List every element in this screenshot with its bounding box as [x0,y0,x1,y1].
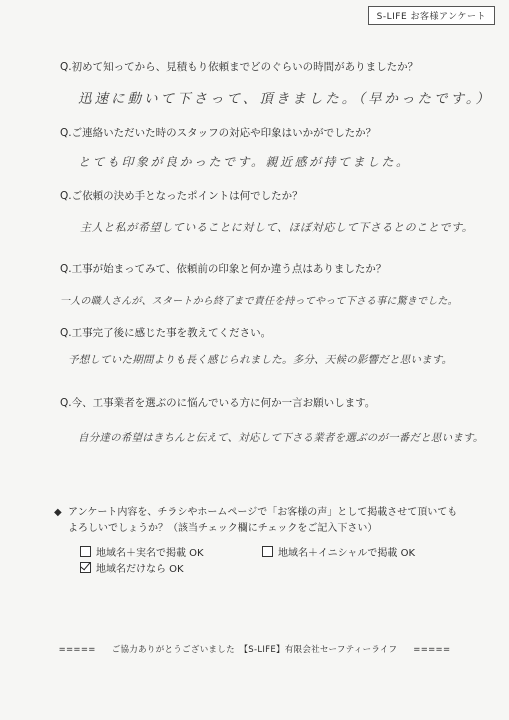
checked-checkbox-icon[interactable] [80,562,91,573]
question-text: Q.初めて知ってから、見積もり依頼までどのぐらいの時間がありましたか？ [60,61,419,73]
option-region-only[interactable] [80,562,184,577]
question-block-2 [60,126,490,169]
question-block-6 [60,396,490,444]
option-label: 地域名だけなら OK [96,564,184,575]
question-text: Q.工事が始まってみて、依頼前の印象と何か違う点はありましたか？ [60,263,387,275]
notice-line-2: よろしいでしょうか？（該当チェック欄にチェックをご記入下さい） [68,523,378,534]
footer-separator-left: ===== [58,645,96,655]
checkbox-icon[interactable] [262,546,273,557]
handwritten-answer: 迅速に動いて下さって、頂きました。（早かったです。） [78,91,493,107]
footer-text: ご協力ありがとうございました 【S-LIFE】有限会社セーフティーライフ [111,645,398,655]
publication-notice [54,505,457,537]
option-label: 地域名＋実名で掲載 OK [96,548,204,559]
checkbox-icon[interactable] [80,546,91,557]
question-block-5 [60,326,490,366]
diamond-bullet-icon: ◆ [54,507,62,518]
question-text: Q.ご連絡いただいた時のスタッフの対応や印象はいかがでしたか？ [60,127,377,139]
question-block-1 [60,60,493,107]
handwritten-answer: とても印象が良かったです。親近感が持てました。 [78,155,411,169]
footer [0,643,509,655]
question-block-3 [60,189,490,234]
handwritten-answer: 一人の職人さんが、スタートから終了まで責任を持ってやって下さる事に驚きでした。 [60,296,458,307]
handwritten-answer: 主人と私が希望していることに対して、ほぼ対応して下さるとのことです。 [80,221,474,234]
notice-line-1: アンケート内容を、チラシやホームページで「お客様の声」として掲載させて頂いても [68,507,458,518]
handwritten-answer: 自分達の希望はきちんと伝えて、対応して下さる業者を選ぶのが一番だと思います。 [78,432,484,444]
footer-separator-right: ===== [413,645,451,655]
question-text: Q.今、工事業者を選ぶのに悩んでいる方に何か一言お願いします。 [60,397,376,409]
question-block-4 [60,262,490,307]
option-initials[interactable] [262,546,415,561]
option-real-name[interactable] [80,546,204,561]
question-text: Q.ご依頼の決め手となったポイントは何でしたか？ [60,190,303,202]
header-tag: S-LIFE お客様アンケート [368,6,495,25]
option-label: 地域名＋イニシャルで掲載 OK [278,548,416,559]
question-text: Q.工事完了後に感じた事を教えてください。 [60,327,272,339]
handwritten-answer: 予想していた期間よりも長く感じられました。多分、天候の影響だと思います。 [68,354,453,366]
